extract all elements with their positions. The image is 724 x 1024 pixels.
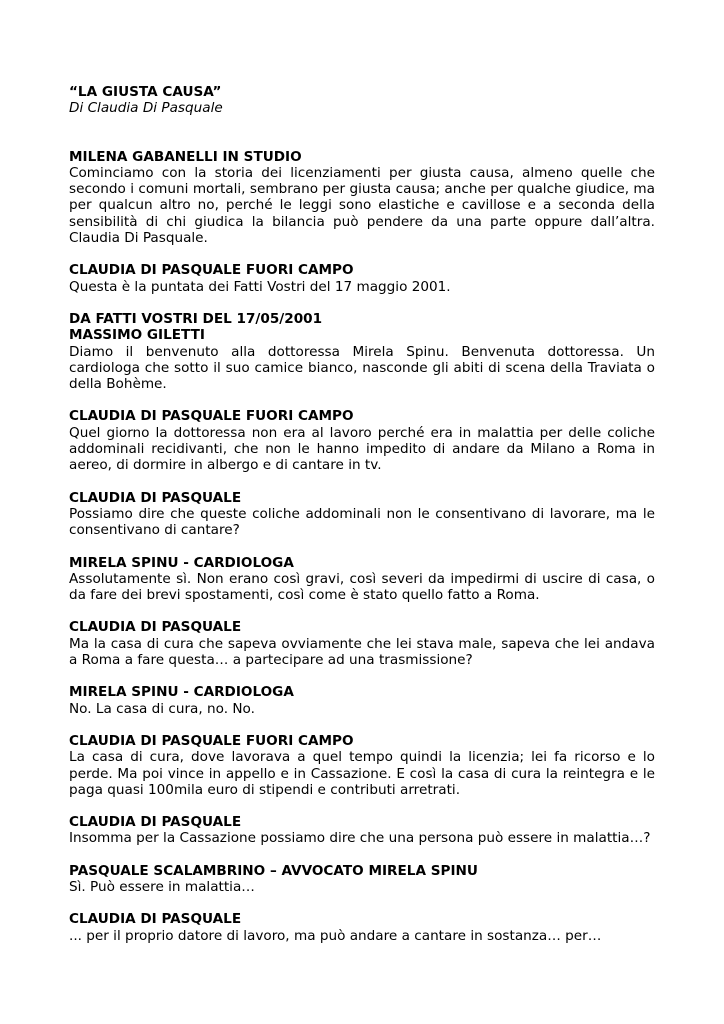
- speech-text: Assolutamente sì. Non erano così gravi, così severi da impedirmi di uscire di casa, o da fare dei brevi spostamenti, così come è stato quello fatto a Roma.: [69, 570, 655, 604]
- transcript-section: [69, 733, 655, 798]
- transcript-section: [69, 149, 655, 247]
- speaker-name: CLAUDIA DI PASQUALE FUORI CAMPO: [69, 732, 354, 749]
- document-page: [69, 84, 655, 960]
- speaker-name: CLAUDIA DI PASQUALE FUORI CAMPO: [69, 262, 354, 279]
- speech-text: La casa di cura, dove lavorava a quel tempo quindi la licenzia; lei fa ricorso e lo perde. Ma poi vince in appello e in Cassazione. E così la casa di cura la reintegra e le paga quasi 100mila euro di stipendi e contributi arretrati.: [69, 749, 655, 798]
- title-block: [69, 84, 655, 117]
- speech-text: Sì. Può essere in malattia…: [69, 878, 255, 895]
- speaker-name: CLAUDIA DI PASQUALE: [69, 619, 242, 636]
- speech-text: Diamo il benvenuto alla dottoressa Mirela Spinu. Benvenuta dottoressa. Un cardiologa che sotto il suo camice bianco, nasconde gli abiti di scena della Traviata o della Bohème.: [69, 343, 655, 393]
- transcript-section: [69, 311, 655, 392]
- speech-text: Ma la casa di cura che sapeva ovviamente che lei stava male, sapeva che lei andava a Roma a fare questa… a partecipare ad una trasmissione?: [69, 635, 655, 669]
- speaker-name: CLAUDIA DI PASQUALE FUORI CAMPO: [69, 408, 354, 425]
- speaker-name-secondary: MASSIMO GILETTI: [69, 327, 205, 344]
- document-author: Di Claudia Di Pasquale: [69, 100, 223, 117]
- speaker-name: DA FATTI VOSTRI DEL 17/05/2001: [69, 310, 323, 327]
- transcript-section: [69, 863, 655, 896]
- transcript-section: [69, 408, 655, 473]
- speech-text: Questa è la puntata dei Fatti Vostri del 17 maggio 2001.: [69, 278, 451, 295]
- speech-text: No. La casa di cura, no. No.: [69, 700, 255, 717]
- speech-text: Cominciamo con la storia dei licenziamenti per giusta causa, almeno quelle che secondo i comuni mortali, sembrano per giusta causa; anche per qualche giudice, ma per qualcun altro no, perché le leggi sono elastiche e cavillose e a seconda della sensibilità di chi giudica la bilancia può pendere da una parte oppure dall’altra. Claudia Di Pasquale.: [69, 164, 655, 247]
- speaker-name: MIRELA SPINU - CARDIOLOGA: [69, 684, 294, 701]
- transcript-section: [69, 814, 655, 847]
- speaker-name: CLAUDIA DI PASQUALE: [69, 489, 242, 506]
- speaker-name: MILENA GABANELLI IN STUDIO: [69, 148, 302, 165]
- transcript-section: [69, 555, 655, 604]
- speaker-name: MIRELA SPINU - CARDIOLOGA: [69, 554, 294, 571]
- speaker-name: CLAUDIA DI PASQUALE: [69, 814, 242, 831]
- transcript-section: [69, 684, 655, 717]
- document-title: “LA GIUSTA CAUSA”: [69, 84, 222, 100]
- transcript-section: [69, 619, 655, 668]
- transcript-section: [69, 262, 655, 295]
- speech-text: Quel giorno la dottoressa non era al lavoro perché era in malattia per delle coliche addominali recidivanti, che non le hanno impedito di andare da Milano a Roma in aereo, di dormire in albergo e di cantare in tv.: [69, 424, 655, 474]
- speaker-name: CLAUDIA DI PASQUALE: [69, 911, 242, 928]
- speech-text: Possiamo dire che queste coliche addominali non le consentivano di lavorare, ma le consentivano di cantare?: [69, 505, 655, 539]
- speaker-name: PASQUALE SCALAMBRINO – AVVOCATO MIRELA SPINU: [69, 862, 478, 879]
- speech-text: Insomma per la Cassazione possiamo dire che una persona può essere in malattia…?: [69, 830, 651, 847]
- transcript-section: [69, 490, 655, 539]
- speech-text: ... per il proprio datore di lavoro, ma può andare a cantare in sostanza… per…: [69, 927, 602, 944]
- transcript-section: [69, 911, 655, 944]
